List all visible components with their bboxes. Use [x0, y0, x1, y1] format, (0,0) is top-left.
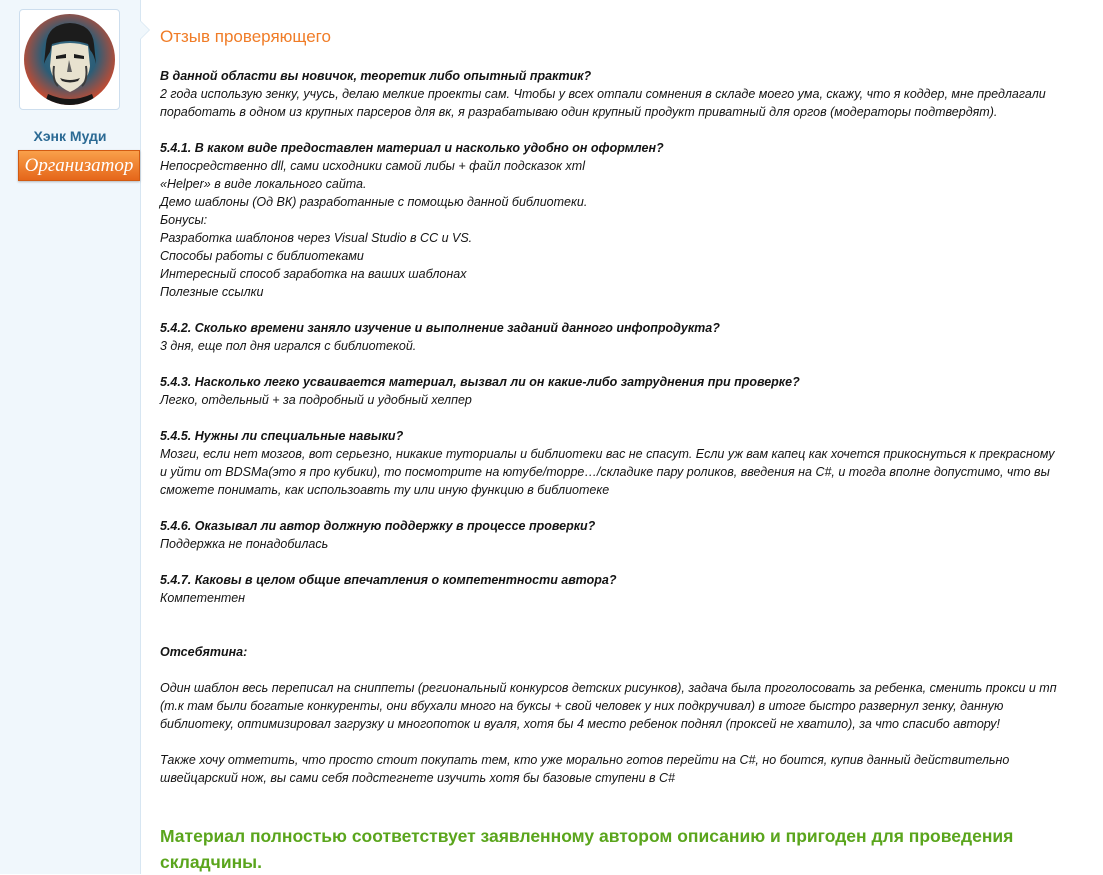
review-item — [160, 67, 1095, 121]
answer-line: Разработка шаблонов через Visual Studio в CC и VS. — [160, 231, 473, 245]
review-item — [160, 319, 1095, 355]
extra-paragraph — [160, 751, 1095, 787]
paragraph-line: (т.к там были богатые конкуренты, они вбухали много на буксы + свой человек у них подкручивал) в итоге быстро развернул зенку, данную — [160, 699, 1004, 713]
answer-line: Легко, отдельный + за подробный и удобный хелпер — [160, 393, 472, 407]
answer-line: Поддержка не понадобилась — [160, 537, 329, 551]
author-username[interactable]: Хэнк Муди — [33, 128, 107, 144]
answer-line: «Helper» в виде локального сайта. — [160, 177, 367, 191]
review-item — [160, 373, 1095, 409]
answer-line: Бонусы: — [160, 213, 208, 227]
answer-line: Способы работы с библиотеками — [160, 249, 364, 263]
avatar[interactable] — [24, 14, 115, 105]
question-text: 5.4.3. Насколько легко усваивается материал, вызвал ли он какие-либо затруднения при проверке? — [160, 375, 800, 389]
question-text: 5.4.6. Оказывал ли автор должную поддержку в процессе проверки? — [160, 519, 596, 533]
answer-line: Демо шаблоны (Од ВК) разработанные с помощью данной библиотеки. — [160, 195, 588, 209]
paragraph-line: Также хочу отметить, что просто стоит покупать тем, кто уже морально готов перейти на C#, но боится, купив данный действительно — [160, 753, 1010, 767]
answer-line: и уйти от BDSMa(это я про кубики), то посмотрите на ютубе/торре…/складике пару роликов, введения на C#, и тогда вполне допустимо, что вы — [160, 465, 1050, 479]
review-title: Отзыв проверяющего — [160, 27, 331, 46]
paragraph-line: швейцарский нож, вы сами себя подстегнете изучить хотя бы базовые ступени в C# — [160, 771, 675, 785]
paragraph-line: Один шаблон весь переписал на сниппеты (региональный конкурсов детских рисунков), задача была проголосовать за ребенка, сменить прокси и тп — [160, 681, 1057, 695]
conclusion-line: Материал полностью соответствует заявленному автором описанию и пригоден для проведения — [160, 826, 1014, 846]
paragraph-line: библиотеку, оптимизировал загрузку и многопоток и вуаля, хотя бы 4 место ребенок поднял (проксей не хватило), за что спасибо автору! — [160, 717, 1001, 731]
role-badge: Организатор — [18, 150, 140, 181]
answer-line: Компетентен — [160, 591, 246, 605]
question-text: 5.4.7. Каковы в целом общие впечатления о компетентности автора? — [160, 573, 617, 587]
question-text: 5.4.1. В каком виде предоставлен материал и насколько удобно он оформлен? — [160, 141, 664, 155]
conclusion-line: складчины. — [160, 852, 262, 872]
answer-line: Непосредственно dll, сами исходники самой либы + файл подсказок xml — [160, 159, 585, 173]
review-item — [160, 427, 1095, 499]
extra-heading: Отсебятина: — [160, 645, 248, 659]
avatar-portrait-icon — [24, 14, 115, 105]
review-item — [160, 517, 1095, 553]
answer-line: 3 дня, еще пол дня игрался с библиотекой. — [160, 339, 417, 353]
answer-line: сможете понимать, как использоавть ту или иную функцию в библиотеке — [160, 483, 610, 497]
answer-line: Интересный способ заработка на ваших шаблонах — [160, 267, 467, 281]
question-text: 5.4.2. Сколько времени заняло изучение и выполнение заданий данного инфопродукта? — [160, 321, 720, 335]
review-item — [160, 139, 1095, 301]
answer-line: Мозги, если нет мозгов, вот серьезно, никакие туториалы и библиотеки вас не спасут. Если уж вам капец как хочется прикоснуться к прекрасному — [160, 447, 1055, 461]
review-item — [160, 571, 1095, 607]
review-conclusion — [160, 823, 1095, 875]
answer-line: поработать в одном из крупных парсеров для вк, я разрабатываю один крупный продукт приватный для оргов (модераторы подтвердят). — [160, 105, 998, 119]
answer-line: 2 года использую зенку, учусь, делаю мелкие проекты сам. Чтобы у всех отпали сомнения в складе моего ума, скажу, что я коддер, мне предлагали — [160, 87, 1046, 101]
sidebar-pointer-inner — [140, 21, 149, 39]
avatar-frame[interactable] — [19, 9, 120, 110]
answer-line: Полезные ссылки — [160, 285, 264, 299]
extra-section — [160, 643, 1095, 661]
question-text: В данной области вы новичок, теоретик либо опытный практик? — [160, 69, 592, 83]
question-text: 5.4.5. Нужны ли специальные навыки? — [160, 429, 404, 443]
extra-paragraph — [160, 679, 1095, 733]
